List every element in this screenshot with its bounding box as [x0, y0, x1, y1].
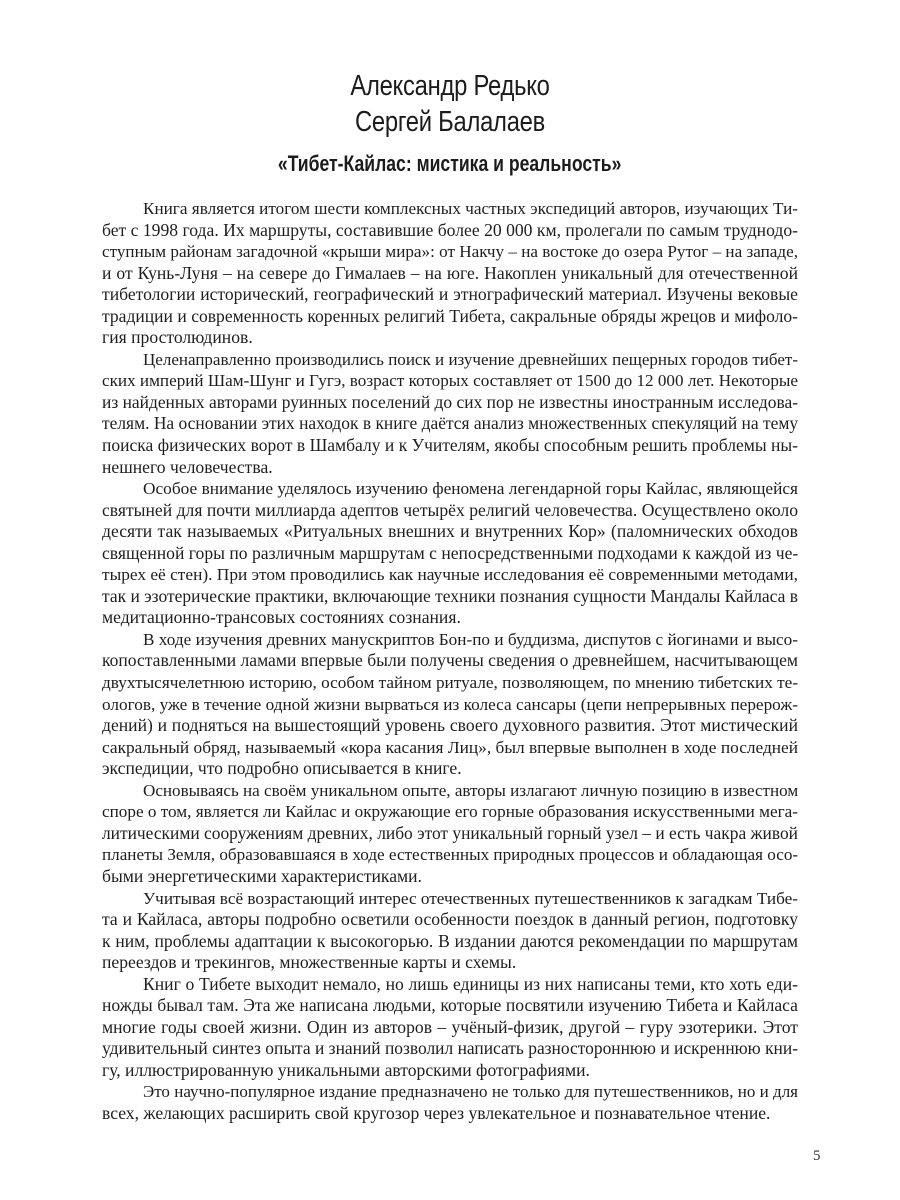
text-line: экспедиции, что подробно описывается в книге. — [102, 758, 462, 779]
text-line: та и Кайласа, авторы подробно осветили особенности поездок в данный регион, подготовку — [102, 909, 798, 930]
text-line: споре о том, является ли Кайлас и окружающие его горные образования искусственными мега- — [102, 802, 798, 822]
text-line: бет с 1998 года. Их маршруты, составившие более 20 000 км, пролегали по самым труднодо- — [102, 219, 798, 240]
annotation-body — [102, 198, 798, 1125]
paragraph — [102, 888, 798, 974]
text-line: литическими сооружениям древних, либо этот уникальный горный узел – и есть чакра живой — [102, 822, 798, 843]
authors-block — [0, 68, 900, 140]
text-line: дений) и подняться на вышестоящий уровень своего духовного развития. Этот мистический — [102, 715, 798, 736]
text-line: гу, иллюстрированную уникальными авторскими фотографиями. — [102, 1059, 590, 1080]
text-line: сакральный обряд, называемый «кора касания Лиц», был впервые выполнен в ходе последней — [102, 737, 798, 757]
text-line: традиции и современность коренных религий Тибета, сакральные обряды жрецов и мифоло- — [102, 305, 798, 326]
text-line: Учитывая всё возрастающий интерес отечественных путешественников к загадкам Тибе- — [143, 888, 798, 908]
text-line: планеты Земля, образовавшаяся в ходе естественных природных процессов и обладающая осо- — [102, 845, 799, 865]
text-line: Книга является итогом шести комплексных частных экспедиций авторов, изучающих Ти- — [143, 199, 798, 218]
text-line: десяти так называемых «Ритуальных внешних и внутренних Кор» (паломнических обходов — [102, 521, 798, 542]
text-line: из найденных авторами руинных поселений до сих пор не известны иностранным исследова- — [102, 391, 798, 412]
paragraph — [102, 349, 798, 478]
text-line: переездов и трекингов, множественные карты и схемы. — [102, 952, 517, 973]
text-line: и от Кунь-Луня – на севере до Гималаев – на юге. Накоплен уникальный для отечественной — [102, 262, 798, 283]
text-line: быми энергетическими характеристиками. — [102, 865, 422, 886]
paragraph — [102, 478, 798, 629]
text-line: Книг о Тибете выходит немало, но лишь единицы из них написаны теми, кто хоть еди- — [143, 973, 798, 994]
book-title-text: «Тибет-Кайлас: мистика и реальность» — [278, 151, 622, 176]
text-line: копоставленными ламами впервые были получены сведения о древнейшем, насчитывающем — [102, 650, 798, 671]
text-line: В ходе изучения древних манускриптов Бон-по и буддизма, диспутов с йогинами и высо- — [143, 629, 798, 649]
book-title — [0, 150, 900, 178]
text-line: телям. На основании этих находок в книге даётся анализ множественных спекуляций на тему — [102, 413, 799, 434]
text-line: поиска физических ворот в Шамбалу и к Учителям, якобы способным решить проблемы ны- — [102, 435, 798, 456]
text-line: многие годы своей жизни. Один из авторов – учёный-физик, другой – гуру эзотерики. Этот — [102, 1016, 798, 1037]
page-number: 5 — [813, 1148, 821, 1164]
text-line: тырех её стен). При этом проводились как научные исследования её современными методами, — [102, 565, 798, 585]
paragraph — [102, 974, 798, 1082]
paragraph — [102, 629, 798, 780]
text-line: Основываясь на своём уникальном опыте, авторы излагают личную позицию в известном — [143, 780, 799, 800]
text-line: святыней для почти миллиарда адептов четырёх религий человечества. Осуществлено около — [102, 499, 798, 520]
text-line: нешнего человечества. — [102, 456, 273, 477]
text-line: ступным районам загадочной «крыши мира»: от Накчу – на востоке до озера Рутог – на западе, — [102, 242, 798, 262]
text-line: ологов, уже в течение одной жизни вырваться из колеса сансары (цепи непрерывных перерож- — [102, 694, 798, 714]
text-line: гия простолюдинов. — [102, 327, 253, 348]
author-name: Сергей Балалаев — [354, 106, 546, 138]
paragraph — [102, 1081, 798, 1124]
text-line: священной горы по различным маршрутам с непосредственными подходами к каждой из че- — [102, 542, 799, 563]
text-line: Целенаправленно производились поиск и изучение древнейших пещерных городов тибет- — [143, 349, 798, 369]
paragraph — [102, 780, 798, 888]
text-line: так и эзотерические практики, включающие техники познания сущности Мандалы Кайласа в — [102, 585, 799, 606]
author-name: Александр Редько — [350, 70, 550, 102]
text-line: к ним, проблемы адаптации к высокогорью. В издании даются рекомендации по маршрутам — [102, 930, 798, 951]
text-line: медитационно-трансовых состояниях сознания. — [102, 607, 461, 628]
text-line: удивительный синтез опыта и знаний позволил написать разностороннюю и искреннюю кни- — [102, 1038, 798, 1059]
text-line: ножды бывал там. Эта же написана людьми, которые посвятили изучению Тибета и Кайласа — [102, 995, 798, 1016]
paragraph — [102, 198, 798, 349]
text-line: ских империй Шам-Шунг и Гугэ, возраст которых составляет от 1500 до 12 000 лет. Некоторые — [102, 371, 798, 391]
text-line: Особое внимание уделялось изучению феномена легендарной горы Кайлас, являющейся — [143, 479, 798, 499]
text-line: тибетологии исторический, географический и этнографический материал. Изучены вековые — [102, 284, 798, 305]
text-line: всех, желающих расширить свой кругозор через увлекательное и познавательное чтение. — [102, 1102, 771, 1123]
text-line: Это научно-популярное издание предназначено не только для путешественников, но и для — [143, 1082, 798, 1102]
text-line: двухтысячелетнюю историю, особом тайном ритуале, позволяющем, по мнению тибетских те- — [102, 673, 799, 693]
